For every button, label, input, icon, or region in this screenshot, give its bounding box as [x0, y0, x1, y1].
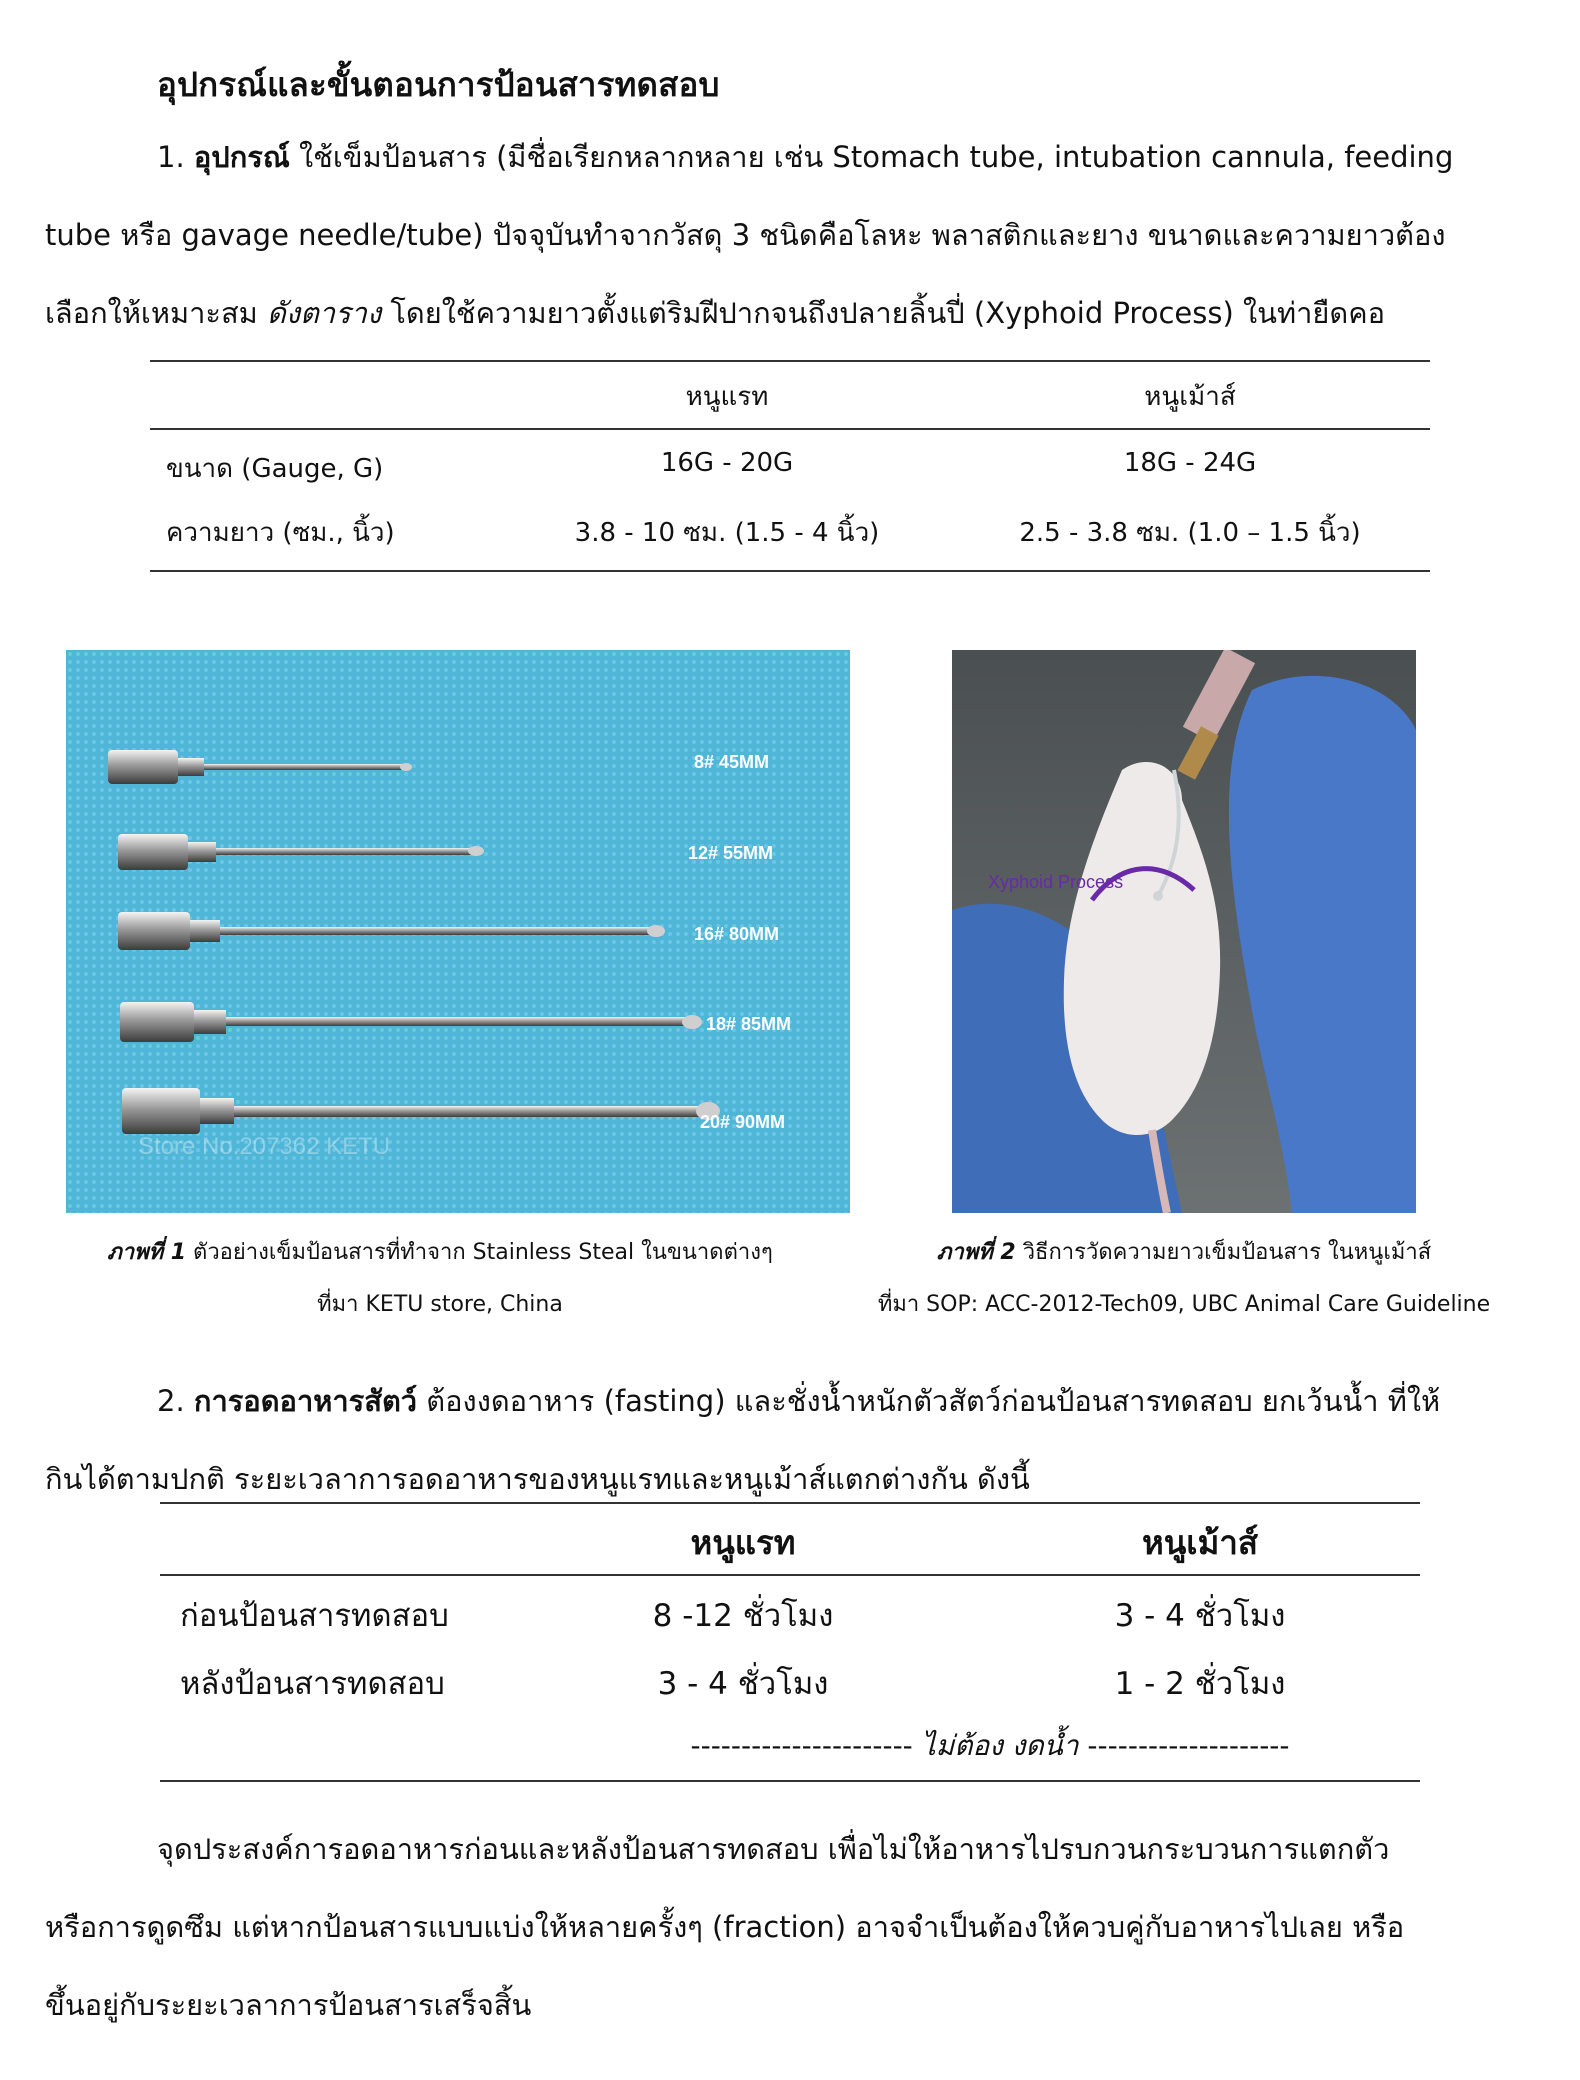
needles-illustration [66, 650, 850, 1213]
table-rule [150, 360, 1430, 362]
page-heading: อุปกรณ์และขั้นตอนการป้อนสารทดสอบ [157, 65, 720, 104]
table1-cell: 18G - 24G [1123, 448, 1257, 478]
table1-cell: 16G - 20G [660, 448, 794, 478]
figure-2-caption-text: วิธีการวัดความยาวเข็มป้อนสาร ในหนูเม้าส์ [1015, 1240, 1432, 1265]
section-2-number: 2. [157, 1384, 185, 1418]
table2-note [690, 1724, 1289, 1768]
needle-label: 8# 45MM [694, 752, 770, 772]
section-2-line1: ต้องงดอาหาร (fasting) และชั่งน้ำหนักตัวสัตว์ก่อนป้อนสารทดสอบ ยกเว้นน้ำ ที่ให้ [417, 1384, 1441, 1418]
needle-label: 20# 90MM [700, 1112, 786, 1132]
needle-label: 12# 55MM [688, 843, 774, 863]
figure-1-caption [107, 1234, 773, 1269]
purpose-line2: หรือการดูดซึม แต่หากป้อนสารแบบแบ่งให้หลายครั้งๆ (fraction) อาจจำเป็นต้องให้ควบคู่กับอาหารไปเลย หรือ [45, 1910, 1405, 1944]
section-1-paragraph [45, 118, 1545, 352]
section-1-line1: ใช้เข็มป้อนสาร (มีชื่อเรียกหลากหลาย เช่น Stomach tube, intubation cannula, feeding [289, 140, 1454, 174]
section-2-paragraph [45, 1362, 1545, 1518]
figure-1-caption-label: ภาพที่ 1 [107, 1240, 187, 1265]
needle-size-table [150, 360, 1430, 574]
table1-header-rat: หนูแรท [685, 382, 769, 412]
note-dashes-right: -------------------- [1087, 1729, 1290, 1762]
watermark-text: Store No.207362 KETU [138, 1133, 391, 1160]
table-rule [160, 1574, 1420, 1576]
table1-row-label: ความยาว (ซม., นิ้ว) [166, 518, 395, 548]
table2-cell: 1 - 2 ชั่วโมง [1114, 1666, 1286, 1702]
table-rule [160, 1502, 1420, 1504]
section-1-number: 1. [157, 140, 185, 174]
figure-1-source: ที่มา KETU store, China [317, 1292, 563, 1317]
section-1-line3a: เลือกให้เหมาะสม [45, 296, 267, 330]
section-1-line2: tube หรือ gavage needle/tube) ปัจจุบันทำจากวัสดุ 3 ชนิดคือโลหะ พลาสติกและยาง ขนาดและความยาวต้อง [45, 218, 1446, 252]
section-1-line3-italic: ดังตาราง [266, 296, 382, 330]
table2-header-rat: หนูแรท [690, 1523, 796, 1562]
figure-2-source: ที่มา SOP: ACC-2012-Tech09, UBC Animal Care Guideline [877, 1292, 1491, 1317]
table2-header-mouse: หนูเม้าส์ [1141, 1523, 1259, 1562]
section-2-title: การอดอาหารสัตว์ [193, 1384, 418, 1418]
table-rule [160, 1780, 1420, 1782]
purpose-line1: จุดประสงค์การอดอาหารก่อนและหลังป้อนสารทดสอบ เพื่อไม่ให้อาหารไปรบกวนกระบวนการแตกตัว [157, 1832, 1390, 1866]
table1-cell: 3.8 - 10 ซม. (1.5 - 4 นิ้ว) [574, 518, 880, 548]
table2-cell: 3 - 4 ชั่วโมง [657, 1666, 829, 1702]
figure-2-caption-label: ภาพที่ 2 [936, 1240, 1016, 1265]
purpose-paragraph [45, 1810, 1545, 2044]
table1-cell: 2.5 - 3.8 ซม. (1.0 – 1.5 นิ้ว) [1019, 518, 1361, 548]
table1-header-mouse: หนูเม้าส์ [1144, 382, 1236, 412]
mouse-photo [952, 650, 1416, 1213]
needles-photo [66, 650, 850, 1213]
mouse-illustration [952, 650, 1416, 1213]
xyphoid-label: Xyphoid Process [988, 872, 1124, 892]
table-rule [150, 570, 1430, 572]
note-text: ไม่ต้อง งดน้ำ [921, 1729, 1079, 1762]
table2-cell: 8 -12 ชั่วโมง [652, 1598, 834, 1634]
purpose-line3: ขึ้นอยู่กับระยะเวลาการป้อนสารเสร็จสิ้น [45, 1988, 532, 2022]
table2-row-label: ก่อนป้อนสารทดสอบ [180, 1598, 449, 1634]
needle-label: 18# 85MM [706, 1014, 792, 1034]
figure-2-caption [937, 1234, 1431, 1269]
section-1-title: อุปกรณ์ [193, 140, 290, 174]
table2-row-label: หลังป้อนสารทดสอบ [180, 1666, 445, 1702]
section-1-line3b: โดยใช้ความยาวตั้งแต่ริมฝีปากจนถึงปลายลิ้นปี่ (Xyphoid Process) ในท่ายืดคอ [381, 296, 1386, 330]
table-rule [150, 428, 1430, 430]
note-dashes-left: ---------------------- [690, 1729, 913, 1762]
table2-cell: 3 - 4 ชั่วโมง [1114, 1598, 1286, 1634]
table1-row-label: ขนาด (Gauge, G) [166, 454, 384, 484]
figure-1-caption-text: ตัวอย่างเข็มป้อนสารที่ทำจาก Stainless Steal ในขนาดต่างๆ [186, 1240, 773, 1265]
needle-label: 16# 80MM [694, 924, 780, 944]
fasting-table [160, 1502, 1420, 1784]
section-2-line2: กินได้ตามปกติ ระยะเวลาการอดอาหารของหนูแรทและหนูเม้าส์แตกต่างกัน ดังนี้ [45, 1462, 1030, 1496]
